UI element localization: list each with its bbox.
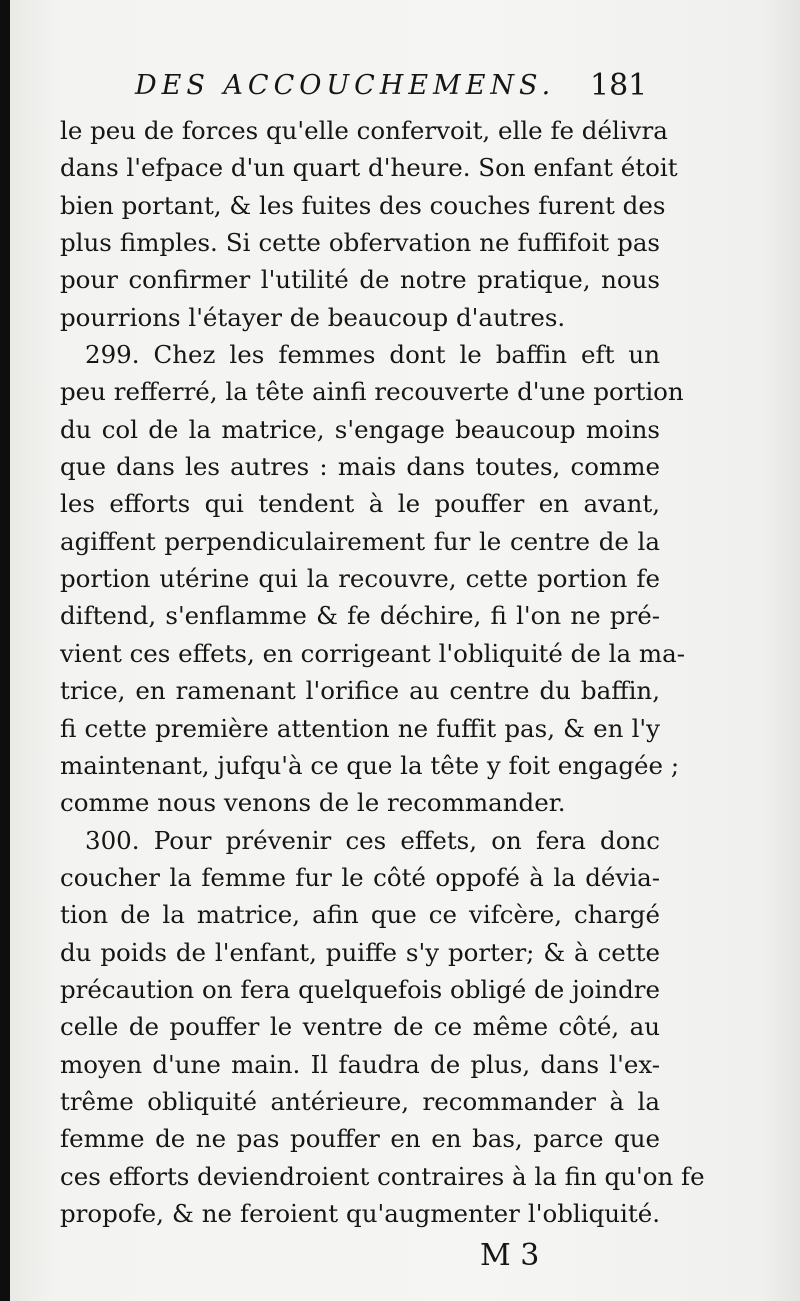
text-line: femme de ne pas pouffer en en bas, parce que [60,1124,660,1154]
running-title: DES ACCOUCHEMENS. [135,70,556,101]
book-page [10,0,800,1301]
text-line: portion utérine qui la recouvre, cette portion fe [60,564,660,594]
text-line: maintenant, jufqu'à ce que la tête y foit engagée ; [60,750,680,780]
text-line: fi cette première attention ne fuffit pas, & en l'y [60,713,660,743]
text-line: du col de la matrice, s'engage beaucoup moins [60,414,660,444]
text-line: trême obliquité antérieure, recommander à la [60,1086,660,1116]
text-line: comme nous venons de le recommander. [60,788,566,818]
text-line: moyen d'une main. Il faudra de plus, dans l'ex- [60,1049,660,1079]
page-header [10,70,800,110]
paragraph-300-start: 300. Pour prévenir ces effets, on fera donc [85,825,660,855]
text-line: propofe, & ne feroient qu'augmenter l'obliquité. [60,1198,660,1228]
text-line: bien portant, & les fuites des couches furent des [60,190,666,220]
text-line: celle de pouffer le ventre de ce même côté, au [60,1012,660,1042]
text-line: le peu de forces qu'elle confervoit, elle fe délivra [60,116,668,145]
text-line: ces efforts deviendroient contraires à la fin qu'on fe [60,1161,705,1191]
text-line: diftend, s'enflamme & fe déchire, fi l'on ne pré- [60,601,660,631]
text-line: agiffent perpendiculairement fur le centre de la [60,526,660,556]
text-line: pour confirmer l'utilité de notre pratique, nous [60,265,660,295]
text-line: peu refferré, la tête ainfi recouverte d'une portion [60,377,684,407]
body-text [60,112,705,1232]
text-line: plus fimples. Si cette obfervation ne fuffifoit pas [60,228,660,258]
text-line: tion de la matrice, afin que ce vifcère, chargé [60,900,660,930]
text-line: coucher la femme fur le côté oppofé à la dévia- [60,862,660,892]
page-number: 181 [590,68,648,103]
text-line: dans l'efpace d'un quart d'heure. Son enfant étoit [60,153,678,183]
text-line: pourrions l'étayer de beaucoup d'autres. [60,302,566,332]
text-line: les efforts qui tendent à le pouffer en avant, [60,489,660,519]
text-line: que dans les autres : mais dans toutes, comme [60,452,660,482]
signature-mark: M 3 [480,1238,540,1273]
text-line: du poids de l'enfant, puiffe s'y porter; & à cette [60,937,660,967]
text-line: trice, en ramenant l'orifice au centre du baffin, [60,676,660,706]
paragraph-299-start: 299. Chez les femmes dont le baffin eft un [85,340,660,370]
text-line: précaution on fera quelquefois obligé de joindre [60,974,660,1004]
text-line: vient ces effets, en corrigeant l'obliquité de la ma- [60,638,685,668]
